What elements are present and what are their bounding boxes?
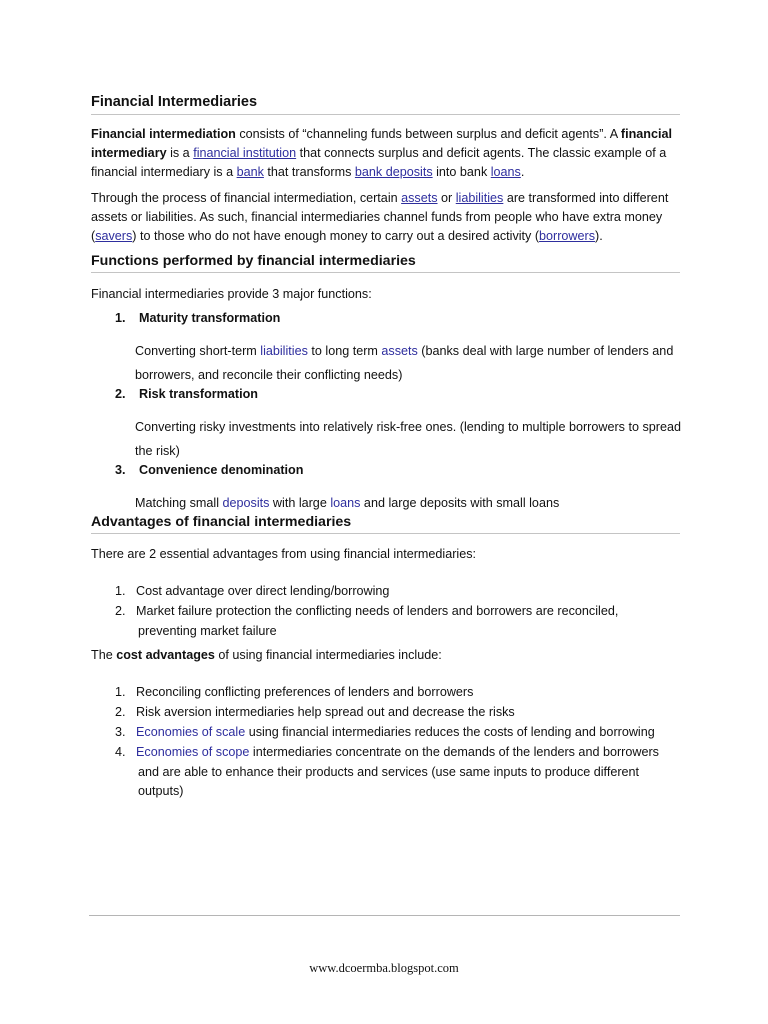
link-liabilities[interactable]: liabilities <box>260 344 308 358</box>
function-1-description: Converting short-term liabilities to long term assets (banks deal with large number of lenders and borrowers, and reconcile their conflicting needs) <box>135 344 674 382</box>
function-3-heading: 3. Convenience denomination <box>115 463 304 477</box>
link-deposits[interactable]: deposits <box>222 496 270 510</box>
link-economies-of-scale[interactable]: Economies of scale <box>136 725 246 739</box>
list-item: 1. Cost advantage over direct lending/borrowing <box>115 584 390 598</box>
intro-paragraph-1: Financial intermediation consists of “channeling funds between surplus and deficit agents”. A financial intermediary is a financial institution that connects surplus and deficit agents. The classic example of a financial intermediary is a bank that transforms bank deposits into bank loans. <box>91 127 672 179</box>
link-assets[interactable]: assets <box>381 344 418 358</box>
list-item: 2. Market failure protection the conflicting needs of lenders and borrowers are reconciled, preventing market failure <box>115 604 619 638</box>
functions-heading: Functions performed by financial intermediaries <box>91 253 680 273</box>
list-item: 2. Risk aversion intermediaries help spread out and decrease the risks <box>115 705 515 719</box>
list-item: 1. Reconciling conflicting preferences of lenders and borrowers <box>115 685 474 699</box>
link-bank[interactable]: bank <box>236 165 264 179</box>
function-2-description: Converting risky investments into relatively risk-free ones. (lending to multiple borrowers to spread the risk) <box>135 420 681 458</box>
list-item: 3. Economies of scale using financial intermediaries reduces the costs of lending and borrowing <box>115 725 655 739</box>
link-savers[interactable]: savers <box>95 229 133 243</box>
cost-advantages-intro: The cost advantages of using financial intermediaries include: <box>91 648 442 662</box>
term-financial-intermediation: Financial intermediation <box>91 127 236 141</box>
footer-url[interactable]: www.dcoermba.blogspot.com <box>309 961 459 975</box>
link-bank-deposits[interactable]: bank deposits <box>354 165 433 179</box>
function-3-description: Matching small deposits with large loans and large deposits with small loans <box>135 496 560 510</box>
function-1-heading: 1. Maturity transformation <box>115 311 281 325</box>
link-financial-institution[interactable]: financial institution <box>193 146 297 160</box>
term-financial-intermediary: financial intermediary <box>91 127 672 160</box>
link-assets[interactable]: assets <box>401 191 438 205</box>
link-economies-of-scope[interactable]: Economies of scope <box>136 745 250 759</box>
functions-intro: Financial intermediaries provide 3 major functions: <box>91 287 372 301</box>
link-loans[interactable]: loans <box>490 165 521 179</box>
advantages-heading: Advantages of financial intermediaries <box>91 514 680 534</box>
page-title: Financial Intermediaries <box>91 94 680 115</box>
link-borrowers[interactable]: borrowers <box>539 229 596 243</box>
function-2-heading: 2. Risk transformation <box>115 387 258 401</box>
list-item: 4. Economies of scope intermediaries concentrate on the demands of the lenders and borrowers and are able to enhance their products and services (use same inputs to produce different outputs) <box>115 745 659 798</box>
intro-paragraph-2: Through the process of financial intermediation, certain assets or liabilities are transformed into different assets or liabilities. As such, financial intermediaries channel funds from people who have extra money (savers) to those who do not have enough money to carry out a desired activity (borrowers). <box>91 191 669 243</box>
link-liabilities[interactable]: liabilities <box>455 191 504 205</box>
footer-divider <box>89 915 680 916</box>
advantages-intro: There are 2 essential advantages from using financial intermediaries: <box>91 547 477 561</box>
link-loans[interactable]: loans <box>330 496 361 510</box>
